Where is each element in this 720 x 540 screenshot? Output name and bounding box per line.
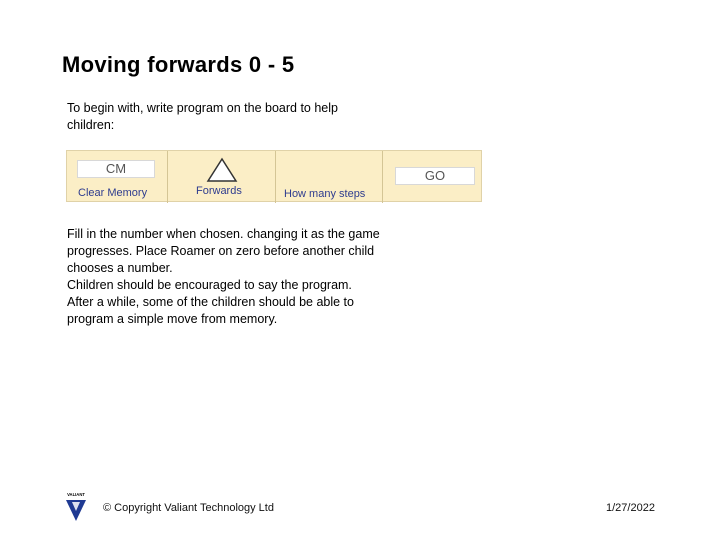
steps-cell bbox=[276, 151, 382, 203]
instruction-line: After a while, some of the children should be able to program a simple move from memory. bbox=[67, 295, 354, 326]
instructions-text bbox=[67, 226, 397, 328]
intro-text: To begin with, write program on the board to help children: bbox=[67, 101, 338, 132]
slide-title: Moving forwards 0 - 5 bbox=[62, 52, 295, 77]
instruction-line: Children should be encouraged to say the program. bbox=[67, 278, 352, 292]
program-keys-panel bbox=[66, 150, 482, 202]
forwards-triangle-icon bbox=[206, 157, 238, 183]
clear-memory-label: Clear Memory bbox=[78, 187, 148, 199]
cm-key: CM bbox=[77, 160, 155, 178]
copyright-text: © Copyright Valiant Technology Ltd bbox=[103, 502, 274, 514]
slide-date: 1/27/2022 bbox=[606, 502, 655, 514]
valiant-logo bbox=[60, 491, 92, 523]
instruction-line: Fill in the number when chosen. changing it as the game progresses. Place Roamer on zero before another child chooses a number. bbox=[67, 227, 380, 275]
forwards-cell bbox=[168, 151, 275, 203]
go-cell bbox=[383, 151, 482, 203]
clear-memory-cell bbox=[67, 151, 167, 203]
go-key: GO bbox=[395, 167, 475, 185]
how-many-steps-label: How many steps bbox=[284, 188, 366, 200]
forwards-label: Forwards bbox=[196, 185, 242, 197]
svg-text:VALIANT: VALIANT bbox=[67, 492, 85, 497]
